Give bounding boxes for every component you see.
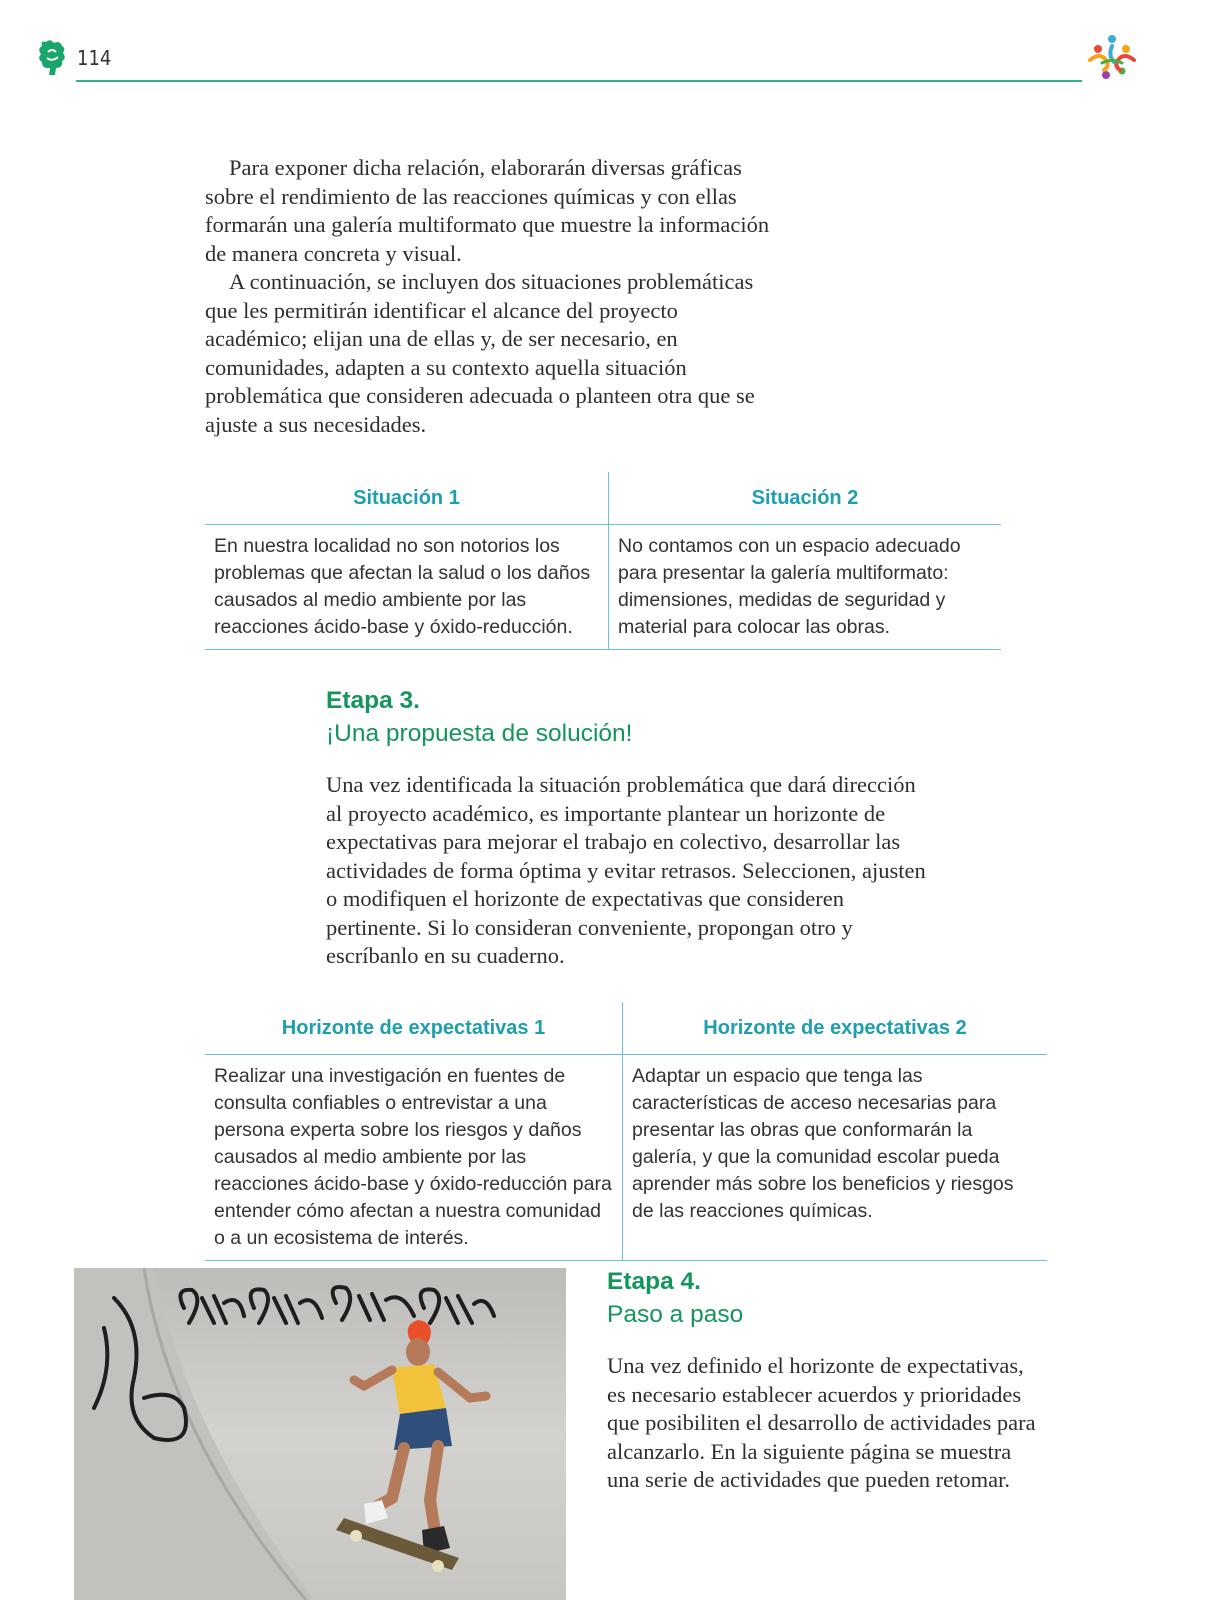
situation-1-header: Situación 1 <box>205 472 609 525</box>
book-series-logo-icon <box>36 38 68 76</box>
stage-4-heading <box>607 1265 743 1331</box>
stage-4-paragraph: Una vez definido el horizonte de expectativas, es necesario establecer acuerdos y prioridades que posibiliten el desarrollo de actividades para alcanzarlo. En la siguiente página se muestra una serie de actividades que pueden retomar. <box>607 1353 1036 1492</box>
situation-1-text: En nuestra localidad no son notorios los problemas que afectan la salud o los daños causados al medio ambiente por las reacciones ácido-base y óxido-reducción. <box>205 525 609 650</box>
stage-3-number: Etapa 3. <box>326 687 420 714</box>
stage-3-text <box>326 771 926 971</box>
situation-2-text: No contamos con un espacio adecuado para presentar la galería multiformato: dimensiones, medidas de seguridad y material para colocar las obras. <box>609 525 1002 650</box>
stage-3-heading <box>326 684 632 750</box>
intro-paragraph: A continuación, se incluyen dos situaciones problemáticas que les permitirán identificar el alcance del proyecto académico; elijan una de ellas y, de ser necesario, en comunidades, adapten a su contexto aquella situación problemática que consideren adecuada o planteen otra que se ajuste a sus necesidades. <box>205 269 755 437</box>
stage-4-text <box>607 1352 1047 1495</box>
skater-illustration <box>74 1268 566 1600</box>
skatepark-photo <box>74 1268 566 1600</box>
table-row <box>205 1055 1047 1261</box>
stage-3-title: ¡Una propuesta de solución! <box>326 720 633 747</box>
page-number: 114 <box>77 46 112 70</box>
expectations-table <box>205 1002 1047 1261</box>
header-rule <box>76 80 1082 82</box>
stage-4-number: Etapa 4. <box>607 1268 701 1295</box>
horizon-2-text: Adaptar un espacio que tenga las características de acceso necesarias para presentar las obras que conformarán la galería, y que la comunidad escolar pueda aprender más sobre los beneficios y riesgos de las reacciones químicas. <box>623 1055 1048 1261</box>
horizon-2-header: Horizonte de expectativas 2 <box>623 1002 1048 1055</box>
stage-3-paragraph: Una vez identificada la situación problemática que dará dirección al proyecto académico, es importante plantear un horizonte de expectativas para mejorar el trabajo en colectivo, desarrollar las actividades de forma óptima y evitar retrasos. Seleccionen, ajusten o modifiquen el horizonte de expectativas que consideren pertinente. Si lo consideran conveniente, propongan otro y escríbanlo en su cuaderno. <box>326 772 926 968</box>
community-logo-icon <box>1084 30 1140 86</box>
table-header-row <box>205 472 1001 525</box>
intro-paragraph: Para exponer dicha relación, elaborarán diversas gráficas sobre el rendimiento de las reacciones químicas y con ellas formarán una galería multiformato que muestre la información de manera concreta y visual. <box>205 155 770 266</box>
horizon-1-text: Realizar una investigación en fuentes de consulta confiables o entrevistar a una persona experta sobre los riesgos y daños causados al medio ambiente por las reacciones ácido-base y óxido-reducción para entender cómo afectan a nuestra comunidad o a un ecosistema de interés. <box>205 1055 623 1261</box>
situation-2-header: Situación 2 <box>609 472 1002 525</box>
table-row <box>205 525 1001 650</box>
situations-table <box>205 472 1001 650</box>
table-header-row <box>205 1002 1047 1055</box>
intro-text <box>205 154 775 439</box>
stage-4-title: Paso a paso <box>607 1301 744 1328</box>
horizon-1-header: Horizonte de expectativas 1 <box>205 1002 623 1055</box>
